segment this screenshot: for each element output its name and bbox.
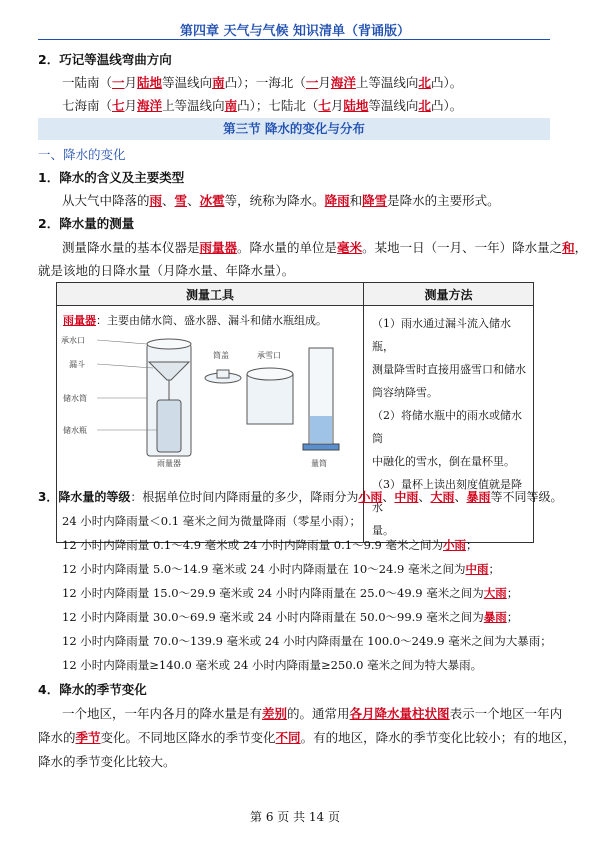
label-bottle: 储水瓶	[63, 426, 87, 435]
text-run: 从大气中降落的	[62, 193, 150, 208]
text-run: 的。通常用	[287, 706, 350, 721]
text-run: 12 小时内降雨量 5.0～14.9 毫米或 24 小时内降雨量在 10～24.9 毫米之间为	[62, 562, 466, 576]
text-run: ：根据单位时间内降雨量的多少，降雨分为	[130, 490, 359, 504]
text-run: 变化。不同地区降水的季节变化	[100, 730, 276, 745]
text-run: ；	[488, 562, 500, 576]
header-divider	[38, 39, 550, 40]
text-run: 等温线向	[368, 98, 419, 113]
text-run: ；	[506, 586, 519, 600]
key-term: 南	[212, 75, 225, 90]
label-cover: 筒盖	[213, 351, 229, 360]
label-cylinder: 量筒	[311, 459, 327, 468]
tool-cell	[57, 306, 364, 543]
text-run: 12 小时内降雨量 15.0～29.9 毫米或 24 小时内降雨量在 25.0～49.9 毫米之间为	[62, 586, 484, 600]
key-term: 雨量器	[199, 240, 238, 255]
text-run: 表示一个地区一年内	[449, 706, 563, 721]
item4-line-1	[62, 704, 562, 722]
text-run: 月	[124, 75, 138, 90]
label-tank: 储水筒	[63, 394, 87, 403]
text-run: 是降水的主要形式。	[387, 193, 500, 208]
text-run: 24 小时内降雨量＜0.1 毫米之间为微量降雨（零星小雨）；	[62, 514, 361, 528]
text-run: 、	[454, 490, 467, 504]
rain-level-line	[62, 609, 518, 625]
key-term: 小雨	[443, 538, 467, 552]
key-term: 北	[418, 75, 431, 90]
text-run: 一个地区，一年内各月的降水量是有	[62, 706, 263, 721]
key-term: 海洋	[137, 98, 163, 113]
key-term: 大雨	[483, 586, 507, 600]
method-text	[364, 306, 533, 542]
key-term: 北	[418, 98, 431, 113]
text-run: 、	[418, 490, 431, 504]
rain-level-line	[62, 561, 500, 577]
text-run: 月	[330, 98, 344, 113]
text-run: 、	[187, 193, 200, 208]
key-term: 降雨	[324, 193, 350, 208]
text-run: 12 小时内降雨量 30.0～69.9 毫米或 24 小时内降雨量在 50.0～99.9 毫米之间为	[62, 610, 484, 624]
key-term: 中雨	[465, 562, 489, 576]
curve-line-1	[62, 73, 462, 91]
table-header-tool: 测量工具	[57, 283, 364, 306]
pointer-funnel	[97, 364, 153, 368]
item2-line-2	[38, 261, 294, 279]
snow-inlet-shape	[247, 374, 293, 424]
label-snow-inlet: 承雪口	[257, 351, 281, 360]
text-run: 等不同等级。	[490, 490, 563, 504]
cylinder-base	[303, 444, 339, 450]
cylinder-water	[310, 416, 332, 443]
key-term: 雨	[149, 193, 163, 208]
text-run: 就是该地的日降水量（月降水量、年降水量）。	[38, 263, 295, 278]
key-term: 陆地	[137, 75, 163, 90]
text-run: 等，统称为降水。	[224, 193, 325, 208]
inline-heading: 3．降水量的等级	[38, 490, 131, 504]
method-line: 筒容纳降雪。	[372, 386, 438, 399]
item1-text	[62, 191, 500, 209]
item1-heading: 1．降水的含义及主要类型	[38, 170, 185, 185]
text-run: 七海南（	[62, 98, 113, 113]
key-term: 降雪	[362, 193, 388, 208]
method-line: 中融化的雪水，倒在量杯里。	[372, 455, 515, 468]
method-cell	[364, 306, 534, 543]
text-run: ；	[466, 538, 478, 552]
item3-heading	[38, 488, 563, 505]
text-run: 降水的	[38, 730, 76, 745]
tool-description	[57, 306, 363, 328]
text-run: 一陆南（	[62, 75, 113, 90]
key-term: 季节	[75, 730, 101, 745]
label-funnel: 漏斗	[69, 360, 85, 369]
pointer-inlet	[97, 340, 147, 344]
curve-heading: 2．巧记等温线弯曲方向	[38, 52, 172, 67]
text-run: ，	[574, 240, 588, 255]
text-run: 凸）；一海北（	[224, 75, 306, 90]
section-title: 第三节 降水的变化与分布	[38, 118, 550, 140]
item4-line-2	[38, 728, 576, 746]
text-run: 降水的季节变化比较大。	[38, 754, 176, 769]
key-term: 各月降水量柱状图	[349, 706, 450, 721]
page-footer: 第 6 页 共 14 页	[250, 810, 340, 824]
key-term: 雪	[174, 193, 188, 208]
method-line: （1）雨水通过漏斗流入储水瓶，	[372, 317, 511, 353]
method-line: （2）将储水瓶中的雨水或储水筒	[372, 409, 522, 445]
item4-heading: 4．降水的季节变化	[38, 682, 147, 697]
header-title: 第四章 天气与气候 知识清单（背诵版）	[179, 24, 411, 39]
text-run: ；	[506, 610, 519, 624]
key-term: 差别	[262, 706, 288, 721]
bottle-shape	[157, 400, 181, 452]
text-run: 和	[349, 193, 363, 208]
item4-line-3	[38, 752, 176, 770]
text-run: 。降水量的单位是	[237, 240, 338, 255]
text-run: 月	[124, 98, 138, 113]
key-term: 暴雨	[483, 610, 507, 624]
text-run: 上等温线向	[355, 75, 419, 90]
key-term: 七	[112, 98, 125, 113]
table-header-method: 测量方法	[364, 283, 534, 306]
text-run: 凸）；七陆北（	[237, 98, 319, 113]
gauge-top	[147, 339, 191, 349]
item2-heading: 2．降水量的测量	[38, 216, 135, 231]
key-term: 冰雹	[199, 193, 225, 208]
key-term: 七	[318, 98, 331, 113]
key-term: 暴雨	[466, 490, 491, 504]
text-run: 。某地一日（一月、一年）降水量之	[362, 240, 563, 255]
rain-level-line	[62, 657, 482, 673]
text-run: 凸）。	[430, 75, 463, 90]
key-term: 中雨	[394, 490, 419, 504]
cover-knob	[217, 370, 229, 378]
text-run: 凸）。	[430, 98, 463, 113]
text-run: 。有的地区，降水的季节变化比较小；有的地区，	[300, 730, 576, 745]
key-term: 一	[305, 75, 319, 90]
key-term: 陆地	[343, 98, 369, 113]
key-term: 毫米	[337, 240, 363, 255]
key-term: 南	[224, 98, 238, 113]
label-gauge: 雨量器	[157, 459, 181, 468]
text-run: 上等温线向	[162, 98, 225, 113]
rain-level-line	[62, 513, 361, 529]
key-term: 大雨	[430, 490, 455, 504]
text-run: 、	[162, 193, 175, 208]
rain-level-line	[62, 585, 518, 601]
rain-gauge-illustration	[57, 328, 357, 468]
item2-line-1	[62, 238, 587, 256]
text-run: 12 小时内降雨量 0.1～4.9 毫米或 24 小时内降雨量 0.1～9.9 毫米之间为	[62, 538, 444, 552]
key-term: 海洋	[330, 75, 356, 90]
text-run: ：主要由储水筒、盛水器、漏斗和储水瓶组成。	[96, 314, 327, 327]
text-run: 12 小时内降雨量 70.0～139.9 毫米或 24 小时内降雨量在 100.0～249.9 毫米之间为大暴雨；	[62, 634, 552, 648]
curve-line-2	[62, 96, 462, 114]
key-term: 小雨	[358, 490, 383, 504]
key-term: 雨量器	[63, 314, 96, 327]
text-run: 测量降水量的基本仪器是	[62, 240, 200, 255]
method-line: 量。	[372, 524, 394, 537]
method-line: （3）量杯上读出刻度值就是降水	[372, 478, 522, 514]
text-run: 12 小时内降雨量≥140.0 毫米或 24 小时内降雨量≥250.0 毫米之间为特大暴雨。	[62, 658, 483, 672]
part-title: 一、降水的变化	[38, 147, 126, 162]
key-term: 和	[562, 240, 575, 255]
key-term: 不同	[275, 730, 301, 745]
snow-inlet-top	[247, 368, 293, 380]
text-run: 、	[382, 490, 395, 504]
key-term: 一	[112, 75, 125, 90]
rain-level-line	[62, 537, 478, 553]
text-run: 月	[318, 75, 331, 90]
label-inlet: 承水口	[61, 336, 85, 345]
page-header	[0, 0, 590, 40]
method-line: 测量降雪时直接用盛雪口和储水	[372, 363, 526, 376]
text-run: 等温线向	[162, 75, 213, 90]
rain-level-line	[62, 633, 552, 649]
